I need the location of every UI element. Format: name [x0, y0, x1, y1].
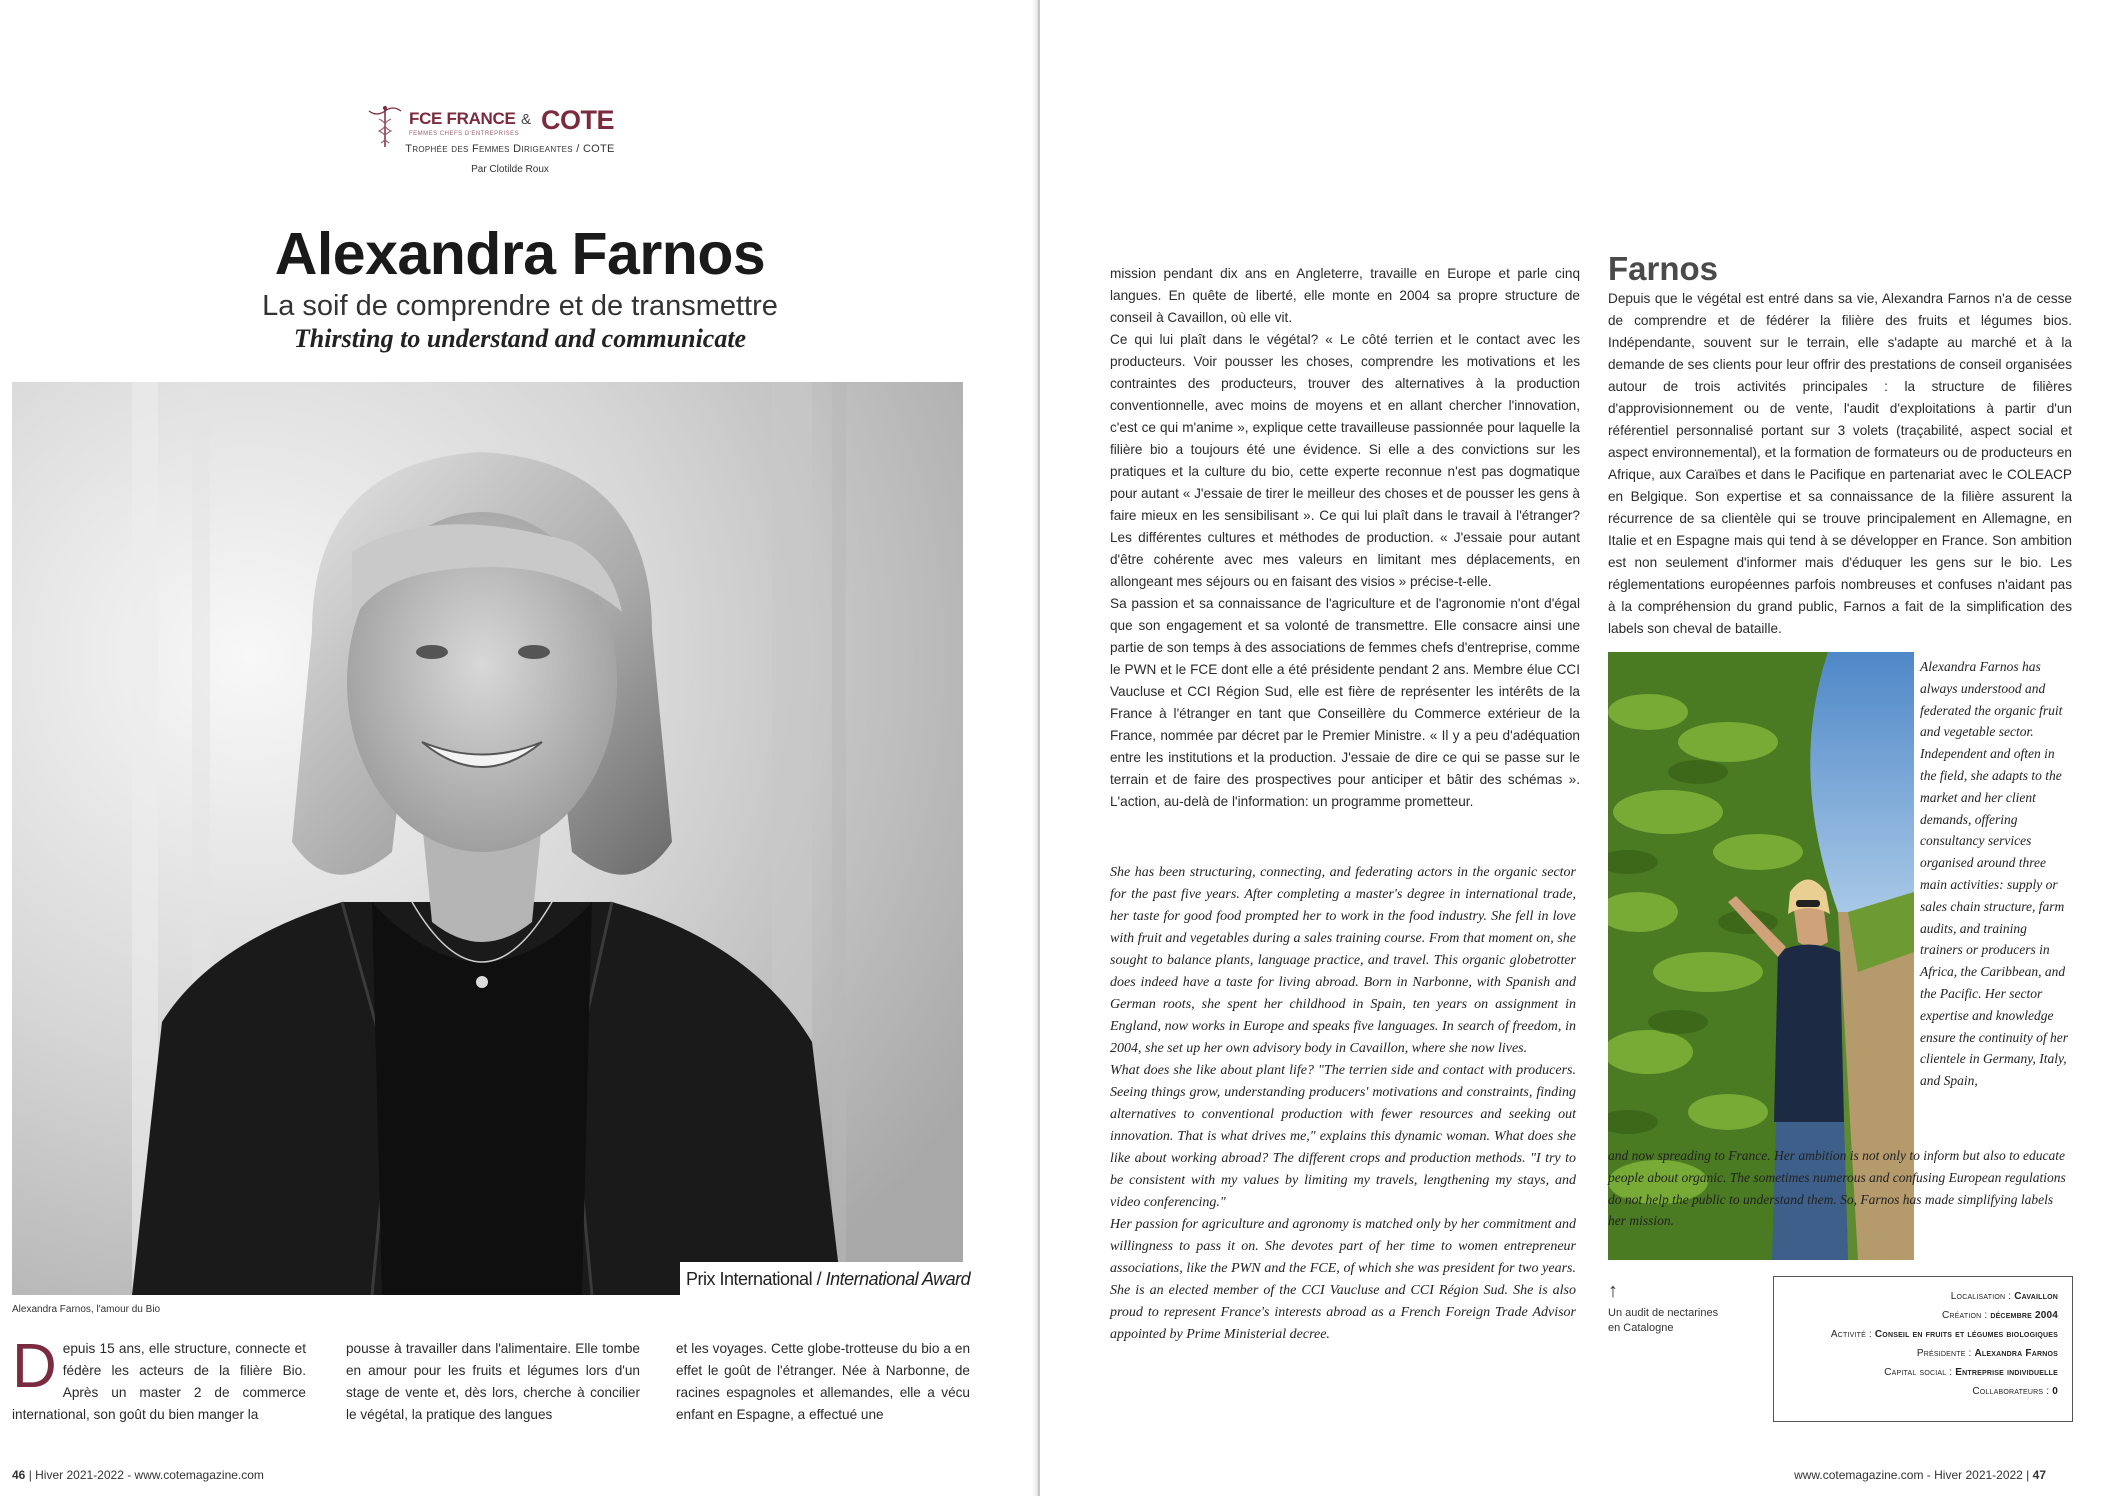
orchard-photo-caption: Un audit de nectarines en Catalogne [1608, 1307, 1719, 1334]
up-arrow-icon: ↑ [1608, 1280, 1618, 1302]
info-value: Alexandra Farnos [1974, 1348, 2058, 1359]
article-title: Alexandra Farnos [274, 221, 766, 287]
photo-side-caption: Alexandra Farnos has always understood and federated the organic fruit and vegetable sector. Independent and often in the field, she adapts to the market and her client demands, offering consultancy services organised around three main activities: supply or sales chain structure, farm audits, and training trainers or producers in Africa, the Caribbean, and the Pacific. Her sector expertise and knowledge ensure the continuity of her clientele in Germany, Italy, and Spain, [1920, 659, 2068, 1089]
body-column-1-text: epuis 15 ans, elle structure, connecte et fédère les acteurs de la filière Bio. Après un master 2 de commerce international, son goût du bien manger la [12, 1341, 306, 1422]
footer-text-left: | Hiver 2021-2022 - www.cotemagazine.com [25, 1468, 264, 1482]
photo-caption-continued: and now spreading to France. Her ambition is not only to inform but also to educate people about organic. The sometimes numerous and confusing European regulations do not help the public to understand them. So, Farnos has made simplifying labels her mission. [1608, 1148, 2066, 1229]
photo-caption: Alexandra Farnos, l'amour du Bio [12, 1304, 161, 1315]
info-key: Activité : [1830, 1329, 1875, 1340]
info-value: Entreprise individuelle [1955, 1367, 2058, 1378]
footer-text-right: www.cotemagazine.com - Hiver 2021-2022 | [1794, 1468, 2033, 1482]
fce-logo-subtext: FEMMES CHEFS D'ENTREPRISES [409, 131, 520, 137]
paragraph: She has been structuring, connecting, and federating actors in the organic sector for the past five years. After completing a master's degree in international trade, her taste for good food prompted her to work in the food industry. She fell in love with fruit and vegetables during a sales training course. From that moment on, she sought to balance plants, language practice, and travel. This organic globetrotter does indeed have a taste for living abroad. Born in Narbonne, with Spanish and German roots, she spent her childhood in Spain, ten years on assignment in England, now works in Europe and speaks five languages. In search of freedom, in 2004, she set up her own advisory body in Cavaillon, where she now lives. [1110, 865, 1576, 1056]
paragraph: Her passion for agriculture and agronomy is matched only by her commitment and willingness to pass it on. She devotes part of her time to women entrepreneur associations, like the PWN and the FCE, of which she was president for two years. She is an elected member of the CCI Vaucluse and CCI Région Sud. She is also proud to represent France's interests abroad as a French Foreign Trade Advisor appointed by Prime Ministerial decree. [1110, 1217, 1576, 1342]
page-footer-left [12, 1468, 264, 1482]
body-column-2: pousse à travailler dans l'alimentaire. Elle tombe en amour pour les fruits et légumes lors d'un stage de vente et, dès lors, cherche à concilier le végétal, la pratique des langues [346, 1341, 640, 1422]
info-row [1788, 1325, 2058, 1344]
cote-logo-text: COTE [541, 105, 615, 135]
logo-ampersand: & [521, 111, 532, 128]
info-row [1788, 1344, 2058, 1363]
drop-cap: D [12, 1332, 57, 1401]
info-value: Cavaillon [2014, 1291, 2058, 1302]
company-info-box [1773, 1276, 2073, 1422]
award-label-en: International Award [825, 1269, 971, 1289]
page-number-left: 46 [12, 1468, 26, 1482]
right-page [1040, 0, 2116, 1496]
subtitle-french: La soif de comprendre et de transmettre [262, 290, 778, 322]
info-key: Localisation : [1950, 1291, 2015, 1302]
info-row [1788, 1287, 2058, 1306]
subtitle-english: Thirsting to understand and communicate [293, 324, 747, 353]
page-footer-right [1794, 1468, 2046, 1482]
award-label [686, 1269, 970, 1290]
paragraph: mission pendant dix ans en Angleterre, travaille en Europe et parle cinq langues. En quête de liberté, elle monte en 2004 sa propre structure de conseil à Cavaillon, où elle vit. [1110, 266, 1580, 325]
french-body-column [1110, 263, 1580, 813]
info-key: Présidente : [1916, 1348, 1975, 1359]
byline: Par Clotilde Roux [471, 164, 549, 175]
body-column-3: et les voyages. Cette globe-trotteuse du bio a en effet le goût de l'étranger. Née à Narbonne, de racines espagnoles et allemandes, elle a vécu enfant en Espagne, a effectué une [676, 1341, 970, 1422]
page-number-right: 47 [2032, 1468, 2046, 1482]
section-heading: Farnos [1608, 250, 1719, 287]
info-row [1788, 1363, 2058, 1382]
info-value: décembre 2004 [1990, 1310, 2058, 1321]
paragraph: What does she like about plant life? "The terrien side and contact with producers. Seeing things grow, understanding producers' motivations and constraints, finding alternatives to conventional production with fewer resources and seeking out innovation. That is what drives me," explains this dynamic woman. What does she like about working abroad? The different crops and production methods. "I try to be consistent with my values by limiting my travels, lengthening my stays, and video conferencing." [1110, 1063, 1576, 1210]
info-value: 0 [2052, 1386, 2058, 1397]
trophy-label: Trophée des Femmes Dirigeantes / COTE [405, 143, 615, 155]
info-row [1788, 1306, 2058, 1325]
info-row [1788, 1382, 2058, 1401]
body-column-1 [12, 1332, 306, 1426]
paragraph: Sa passion et sa connaissance de l'agriculture et de l'agronomie n'ont d'égal que son engagement et sa volonté de transmettre. Elle consacre ainsi une partie de son temps à des associations de femmes chefs d'entreprise, comme le PWN et le FCE dont elle a été présidente pendant 2 ans. Membre élue CCI Vaucluse et CCI Région Sud, elle est fière de représenter les intérêts de la France à l'étranger en tant que Conseillère du Commerce extérieur de la France, nommée par décret par le Premier Ministre. « Il y a peu d'adéquation entre les institutions et la production. J'essaie de dire ce qui se passe sur le terrain et de faire des prospectives pour anticiper et bâtir des schémas ». L'action, au-delà de l'information: un programme prometteur. [1110, 596, 1580, 809]
info-value: Conseil en fruits et légumes biologiques [1874, 1329, 2058, 1340]
info-key: Capital social : [1884, 1367, 1956, 1378]
english-body-column [1110, 862, 1576, 1346]
portrait-photo [12, 382, 963, 1295]
company-body-column: Depuis que le végétal est entré dans sa vie, Alexandra Farnos n'a de cesse de comprendre et de fédérer la filière des fruits et légumes bios. Indépendante, souvent sur le terrain, elle s'adapte au marché et à la demande de ses clients pour leur offrir des prestations de conseil organisées autour de trois activités principales : la structure de filières d'approvisionnement ou de vente, l'audit d'exploitations à partir d'un référentiel personnalisé portant sur 3 volets (traçabilité, aspect social et aspect environnemental), et la formation de formateurs ou de producteurs en Afrique, aux Caraïbes et dans le Pacifique en partenariat avec le COLEACP en Belgique. Son expertise et sa connaissance de la filière assurent la récurrence de sa clientèle qui se trouve principalement en Allemagne, en Italie et en Espagne mais qui tend à se développer en France. Son ambition est non seulement d'informer mais d'éduquer les gens sur le bio. Les réglementations européennes parfois nombreuses et confuses n'aidant pas à la compréhension du grand public, Farnos a fait de la simplification des labels son cheval de bataille. [1608, 291, 2072, 636]
left-page [0, 0, 1040, 1496]
fce-logo-text: FCE FRANCE [409, 109, 516, 128]
info-key: Création : [1941, 1310, 1991, 1321]
paragraph: Ce qui lui plaît dans le végétal? « Le côté terrien et le contact avec les producteurs. Voir pousser les choses, comprendre les motivations et les contraintes des producteurs, trouver des alternatives à la production conventionnelle, avec moins de moyens et en allant chercher l'innovation, c'est ce qui m'anime », explique cette travailleuse passionnée pour laquelle la filière bio a toujours été une évidence. Si elle a des convictions sur les pratiques et la culture du bio, cette experte reconnue n'est pas dogmatique pour autant « J'essaie de tirer le meilleur des choses et de pousser les gens à faire mieux en les sensibilisant ». Ce qui lui plaît dans le travail à l'étranger? Les différentes cultures et méthodes de production. « J'essaie pour autant d'être cohérente avec mes valeurs en limitant mes déplacements, en allongeant mes séjours ou en faisant des visios » précise-t-elle. [1110, 332, 1580, 589]
info-key: Collaborateurs : [1972, 1386, 2053, 1397]
award-label-fr: Prix International / [686, 1269, 826, 1289]
